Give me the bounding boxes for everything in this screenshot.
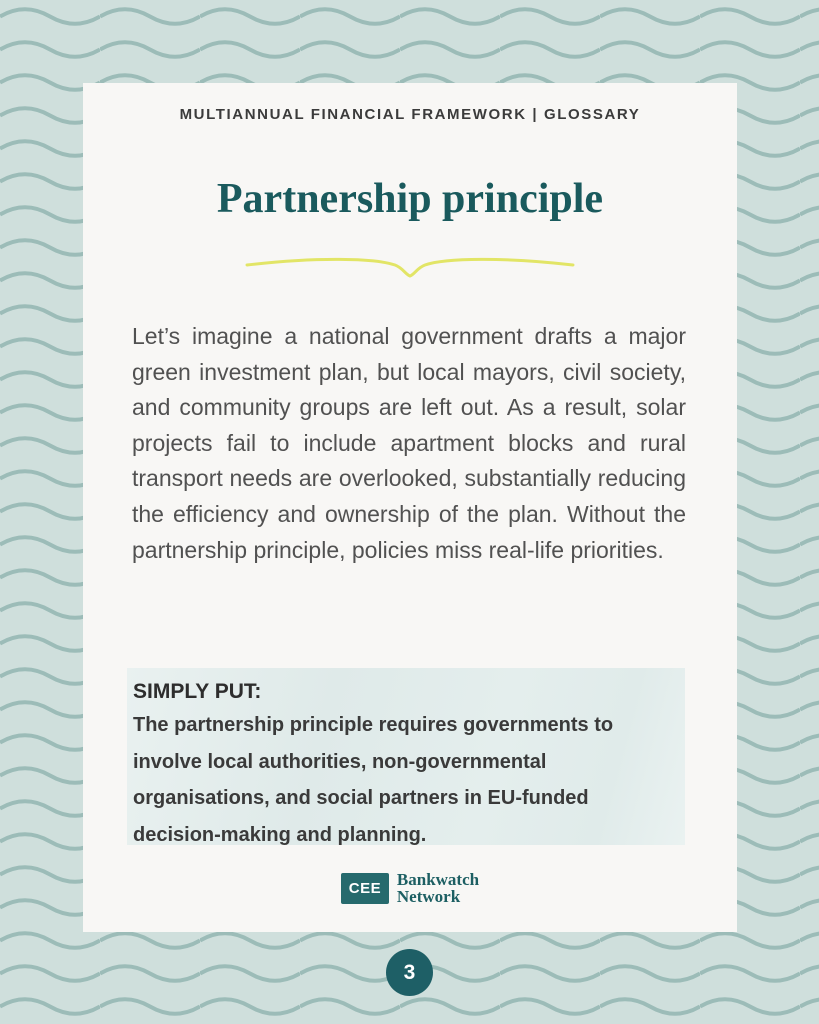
bankwatch-logo-text [397,871,479,905]
page-number-badge: 3 [386,949,433,996]
logo-name-line2: Network [396,887,461,906]
simply-put-heading: SIMPLY PUT: [133,680,262,703]
decorative-bracket-icon [245,255,575,281]
cee-logo-mark: CEE [341,873,389,904]
simply-put-line: decision-making and planning. [133,823,427,846]
logo-name-line1: Bankwatch [396,870,480,889]
simply-put-line: organisations, and social partners in EU-funded [133,787,589,809]
bankwatch-logo [83,871,737,905]
definition-paragraph: Let’s imagine a national government drafts a major green investment plan, but local mayors, civil society, and community groups are left out. As a result, solar projects fail to include apartment blocks and rural transport needs are overlooked, substantially reducing the efficiency and ownership of the plan. Without the partnership principle, policies miss real-life priorities. [132,323,686,563]
kicker-heading: MULTIANNUAL FINANCIAL FRAMEWORK | GLOSSARY [179,106,641,123]
simply-put-line: involve local authorities, non-governmental [133,750,547,773]
simply-put-box [127,668,685,845]
simply-put-line: The partnership principle requires governments to [133,714,614,736]
page-title: Partnership principle [216,176,604,222]
content-card [83,83,737,932]
